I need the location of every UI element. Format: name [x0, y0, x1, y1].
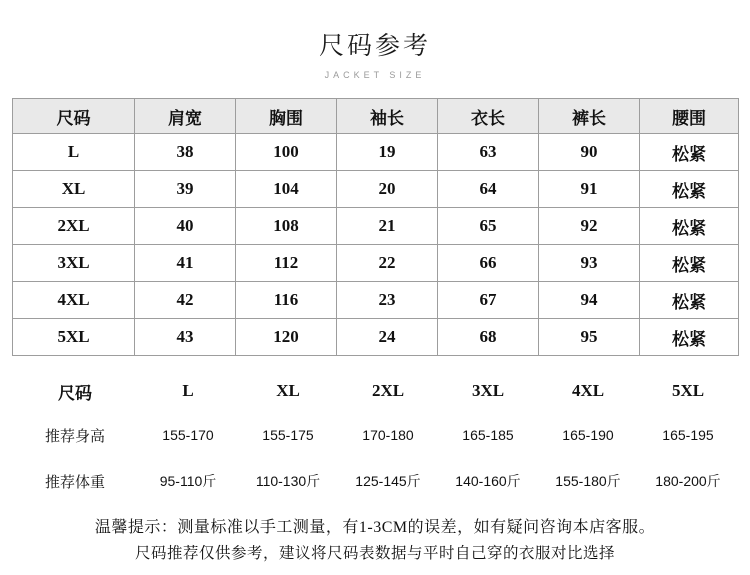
- recommended-height-3xl: 165-185: [462, 427, 514, 443]
- recommendation-size-5xl: 5XL: [671, 381, 705, 400]
- recommended-weight-l: 95-110斤: [159, 473, 217, 489]
- cell-bust: 112: [236, 245, 337, 282]
- cell-bust: 116: [236, 282, 337, 319]
- cell-length: 64: [438, 171, 539, 208]
- column-header-pants-length: 裤长: [539, 99, 640, 134]
- table-row: [13, 171, 739, 208]
- cell-waist: 松紧: [640, 208, 739, 245]
- recommendation-header-row: [12, 370, 738, 412]
- cell-length: 65: [438, 208, 539, 245]
- cell-shoulder: 38: [135, 134, 236, 171]
- cell-length: 63: [438, 134, 539, 171]
- footer-notes: [12, 514, 738, 568]
- cell-sleeve: 21: [337, 208, 438, 245]
- recommendation-size-xl: XL: [276, 381, 300, 400]
- table-row: [13, 134, 739, 171]
- cell-shoulder: 40: [135, 208, 236, 245]
- recommended-weight-2xl: 125-145斤: [355, 473, 421, 489]
- column-header-size: 尺码: [13, 99, 135, 134]
- column-header-length: 衣长: [438, 99, 539, 134]
- table-header-row: [13, 99, 739, 134]
- recommended-height-2xl: 170-180: [362, 427, 414, 443]
- cell-pants-length: 92: [539, 208, 640, 245]
- cell-pants-length: 91: [539, 171, 640, 208]
- cell-size: 3XL: [13, 245, 135, 282]
- cell-pants-length: 93: [539, 245, 640, 282]
- cell-waist: 松紧: [640, 245, 739, 282]
- table-row: [13, 208, 739, 245]
- cell-size: 5XL: [13, 319, 135, 356]
- cell-bust: 100: [236, 134, 337, 171]
- page-subtitle: JACKET SIZE: [324, 70, 426, 80]
- note-line-1: 温馨提示：测量标准以手工测量，有1-3CM的误差，如有疑问咨询本店客服。: [94, 519, 656, 536]
- cell-shoulder: 43: [135, 319, 236, 356]
- cell-waist: 松紧: [640, 171, 739, 208]
- recommended-weight-3xl: 140-160斤: [455, 473, 521, 489]
- recommended-height-label: 推荐身高: [44, 428, 105, 445]
- cell-size: L: [13, 134, 135, 171]
- cell-size: 2XL: [13, 208, 135, 245]
- table-row: [13, 245, 739, 282]
- recommended-height-l: 155-170: [162, 427, 214, 443]
- cell-shoulder: 41: [135, 245, 236, 282]
- recommendation-table: [12, 370, 738, 504]
- cell-length: 66: [438, 245, 539, 282]
- size-table-header: [13, 99, 739, 134]
- cell-sleeve: 19: [337, 134, 438, 171]
- recommended-height-5xl: 165-195: [662, 427, 714, 443]
- recommended-weight-xl: 110-130斤: [255, 473, 321, 489]
- column-header-shoulder: 肩宽: [135, 99, 236, 134]
- page-title: 尺码参考: [318, 33, 431, 60]
- column-header-bust: 胸围: [236, 99, 337, 134]
- cell-sleeve: 20: [337, 171, 438, 208]
- recommended-weight-label: 推荐体重: [44, 474, 105, 491]
- cell-shoulder: 39: [135, 171, 236, 208]
- cell-waist: 松紧: [640, 319, 739, 356]
- cell-waist: 松紧: [640, 134, 739, 171]
- table-row: [13, 282, 739, 319]
- cell-sleeve: 23: [337, 282, 438, 319]
- size-table-body: [13, 134, 739, 356]
- cell-pants-length: 95: [539, 319, 640, 356]
- recommended-height-xl: 155-175: [262, 427, 314, 443]
- cell-shoulder: 42: [135, 282, 236, 319]
- recommended-weight-5xl: 180-200斤: [655, 473, 721, 489]
- cell-bust: 104: [236, 171, 337, 208]
- recommendation-size-2xl: 2XL: [371, 381, 405, 400]
- table-row: [13, 319, 739, 356]
- cell-bust: 108: [236, 208, 337, 245]
- size-measurement-table: [12, 98, 739, 356]
- recommendation-size-label: 尺码: [58, 383, 92, 403]
- recommendation-block: [12, 370, 738, 504]
- recommendation-height-row: [12, 412, 738, 458]
- cell-sleeve: 22: [337, 245, 438, 282]
- title-block: [12, 0, 738, 80]
- note-line-2: 尺码推荐仅供参考，建议将尺码表数据与平时自己穿的衣服对比选择: [134, 545, 615, 563]
- cell-size: 4XL: [13, 282, 135, 319]
- recommended-weight-4xl: 155-180斤: [555, 473, 621, 489]
- cell-waist: 松紧: [640, 282, 739, 319]
- cell-length: 68: [438, 319, 539, 356]
- cell-size: XL: [13, 171, 135, 208]
- cell-pants-length: 94: [539, 282, 640, 319]
- cell-sleeve: 24: [337, 319, 438, 356]
- recommendation-size-3xl: 3XL: [471, 381, 505, 400]
- column-header-sleeve: 袖长: [337, 99, 438, 134]
- cell-pants-length: 90: [539, 134, 640, 171]
- recommendation-size-l: L: [182, 381, 194, 400]
- cell-bust: 120: [236, 319, 337, 356]
- recommendation-size-4xl: 4XL: [571, 381, 605, 400]
- column-header-waist: 腰围: [640, 99, 739, 134]
- cell-length: 67: [438, 282, 539, 319]
- recommended-height-4xl: 165-190: [562, 427, 614, 443]
- recommendation-weight-row: [12, 458, 738, 504]
